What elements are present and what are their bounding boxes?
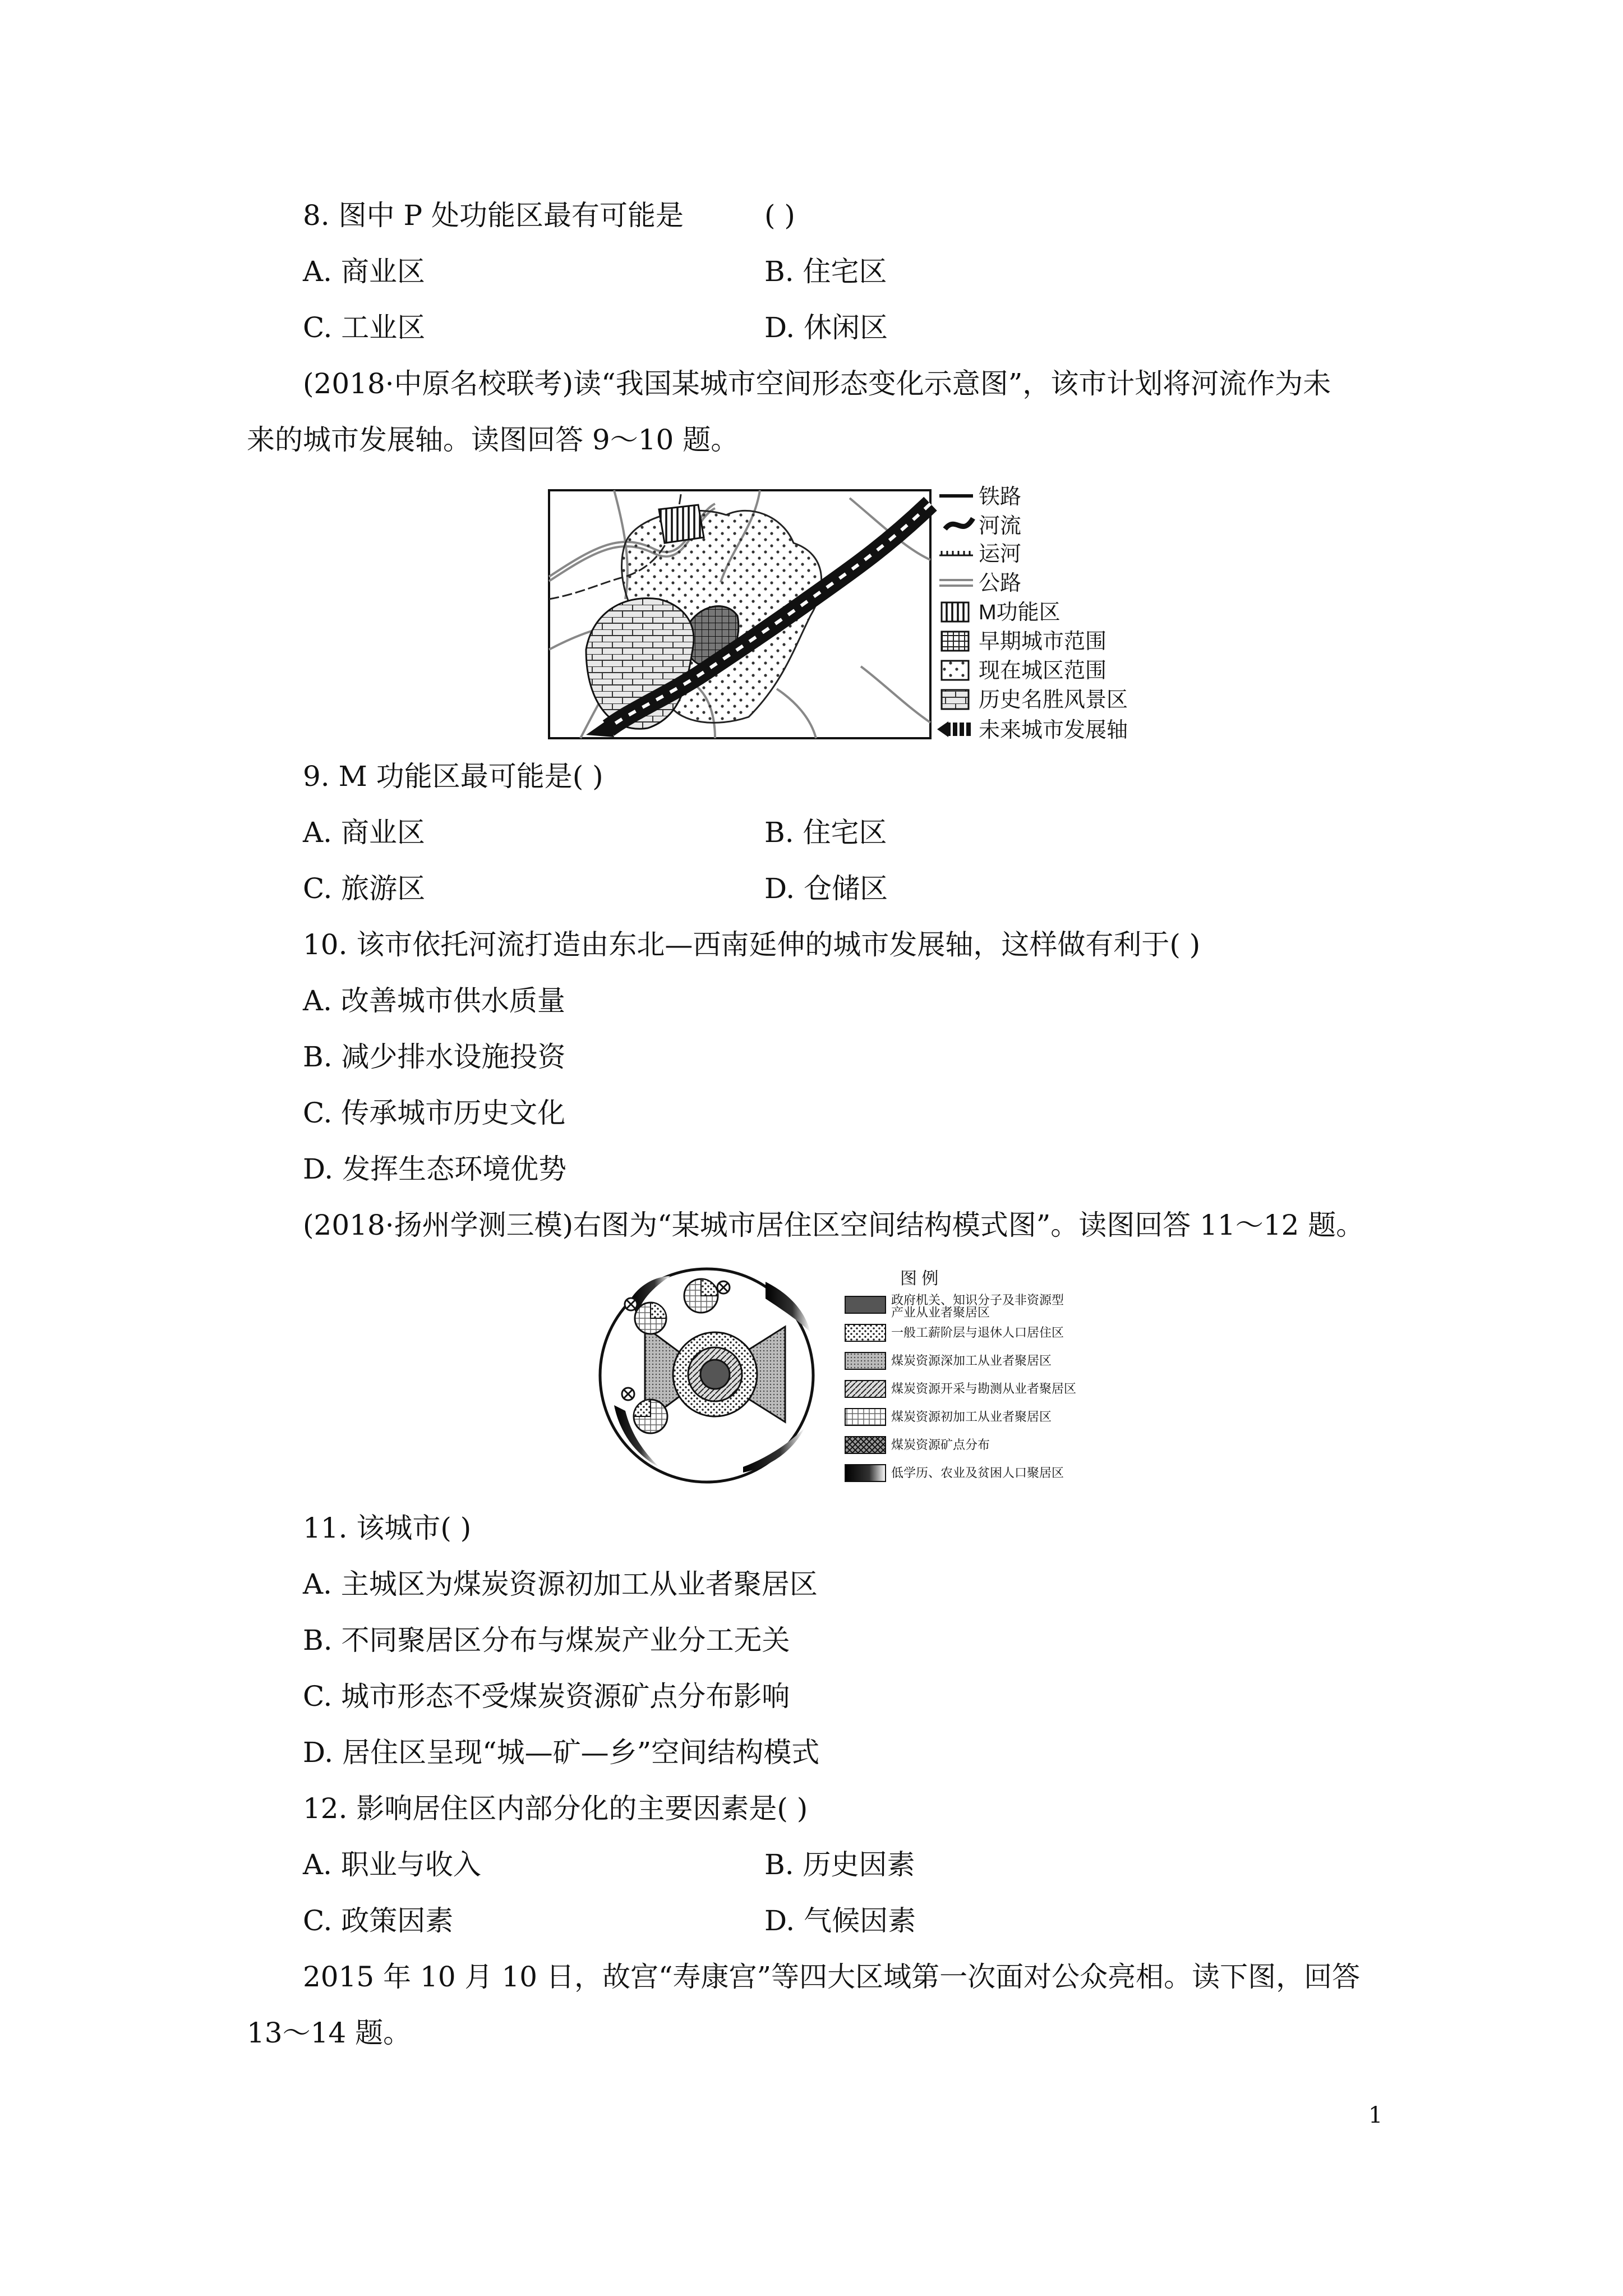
- question-11-option-d: D. 居住区呈现“城—矿—乡”空间结构模式: [303, 1736, 820, 1769]
- map-legend: [937, 485, 1128, 742]
- question-8-answer-paren: ( ): [764, 199, 795, 232]
- question-8-option-b: B. 住宅区: [764, 255, 887, 288]
- structure-legend-item-6: 煤炭资源矿点分布: [891, 1438, 990, 1452]
- question-8-option-a: A. 商业区: [303, 255, 425, 288]
- question-10-option-a: A. 改善城市供水质量: [303, 984, 565, 1017]
- intro-13-14-line2: 13～14 题。: [247, 2017, 412, 2049]
- question-11-option-a: A. 主城区为煤炭资源初加工从业者聚居区: [303, 1568, 818, 1600]
- intro-11-12: (2018·扬州学测三模)右图为“某城市居住区空间结构模式图”。读图回答 11～12 题。: [303, 1209, 1364, 1241]
- map-legend-m-zone: M功能区: [979, 601, 1061, 624]
- question-11-option-b: B. 不同聚居区分布与煤炭产业分工无关: [303, 1624, 790, 1657]
- map-legend-scenic: 历史名胜风景区: [979, 688, 1128, 712]
- question-10-option-b: B. 减少排水设施投资: [303, 1041, 566, 1073]
- government-core: [700, 1360, 730, 1389]
- question-9-option-b: B. 住宅区: [764, 816, 887, 849]
- structure-legend-item-2: 一般工薪阶层与退休人口居住区: [891, 1326, 1064, 1340]
- m-functional-zone: [659, 505, 704, 543]
- residential-structure-figure: [597, 1265, 1124, 1487]
- structure-legend-title: 图 例: [900, 1269, 939, 1288]
- city-form-map-figure: [547, 481, 1152, 745]
- question-12-option-a: A. 职业与收入: [303, 1848, 481, 1881]
- city-form-map: [547, 481, 1152, 745]
- structure-legend: [845, 1269, 1076, 1481]
- intro-9-10-line2: 来的城市发展轴。读图回答 9～10 题。: [247, 424, 739, 456]
- question-8-option-d: D. 休闲区: [764, 311, 888, 344]
- residential-structure-diagram: [597, 1265, 1124, 1487]
- structure-legend-item-5: 煤炭资源初加工从业者聚居区: [891, 1410, 1052, 1424]
- question-12-option-b: B. 历史因素: [764, 1848, 915, 1881]
- map-legend-river: 河流: [979, 514, 1022, 538]
- question-8-option-c: C. 工业区: [303, 311, 426, 344]
- structure-legend-item-1b: 产业从业者聚居区: [891, 1305, 990, 1319]
- map-legend-railway: 铁路: [979, 485, 1022, 509]
- question-12-option-c: C. 政策因素: [303, 1904, 454, 1937]
- map-legend-early-city: 早期城市范围: [979, 630, 1107, 654]
- structure-legend-item-4: 煤炭资源开采与勘测从业者聚居区: [891, 1382, 1077, 1396]
- intro-13-14-line1: 2015 年 10 月 10 日，故宫“寿康宫”等四大区域第一次面对公众亮相。读下图，回答: [303, 1961, 1361, 1993]
- question-10-option-d: D. 发挥生态环境优势: [303, 1153, 567, 1185]
- intro-9-10-line1: (2018·中原名校联考)读“我国某城市空间形态变化示意图”，该市计划将河流作为未: [303, 367, 1331, 400]
- map-legend-future-axis: 未来城市发展轴: [979, 719, 1128, 742]
- question-10-stem: 10. 该市依托河流打造由东北—西南延伸的城市发展轴，这样做有利于( ): [303, 928, 1201, 961]
- question-8-stem: 8. 图中 P 处功能区最有可能是: [303, 199, 684, 232]
- structure-legend-item-1a: 政府机关、知识分子及非资源型: [891, 1293, 1064, 1307]
- page-number: 1: [1368, 2102, 1383, 2128]
- map-legend-current-city: 现在城区范围: [979, 659, 1107, 683]
- question-12-stem: 12. 影响居住区内部分化的主要因素是( ): [303, 1792, 808, 1825]
- question-9-option-c: C. 旅游区: [303, 872, 426, 905]
- question-11-option-c: C. 城市形态不受煤炭资源矿点分布影响: [303, 1680, 790, 1713]
- question-11-stem: 11. 该城市( ): [303, 1512, 472, 1544]
- map-legend-canal: 运河: [979, 542, 1022, 566]
- question-12-option-d: D. 气候因素: [764, 1904, 916, 1937]
- map-legend-highway: 公路: [979, 572, 1022, 595]
- structure-legend-item-3: 煤炭资源深加工从业者聚居区: [891, 1354, 1052, 1368]
- question-10-option-c: C. 传承城市历史文化: [303, 1097, 566, 1129]
- question-9-option-d: D. 仓储区: [764, 872, 888, 905]
- question-9-stem: 9. M 功能区最可能是( ): [303, 760, 603, 793]
- question-9-option-a: A. 商业区: [303, 816, 425, 849]
- structure-legend-item-7: 低学历、农业及贫困人口聚居区: [891, 1466, 1064, 1480]
